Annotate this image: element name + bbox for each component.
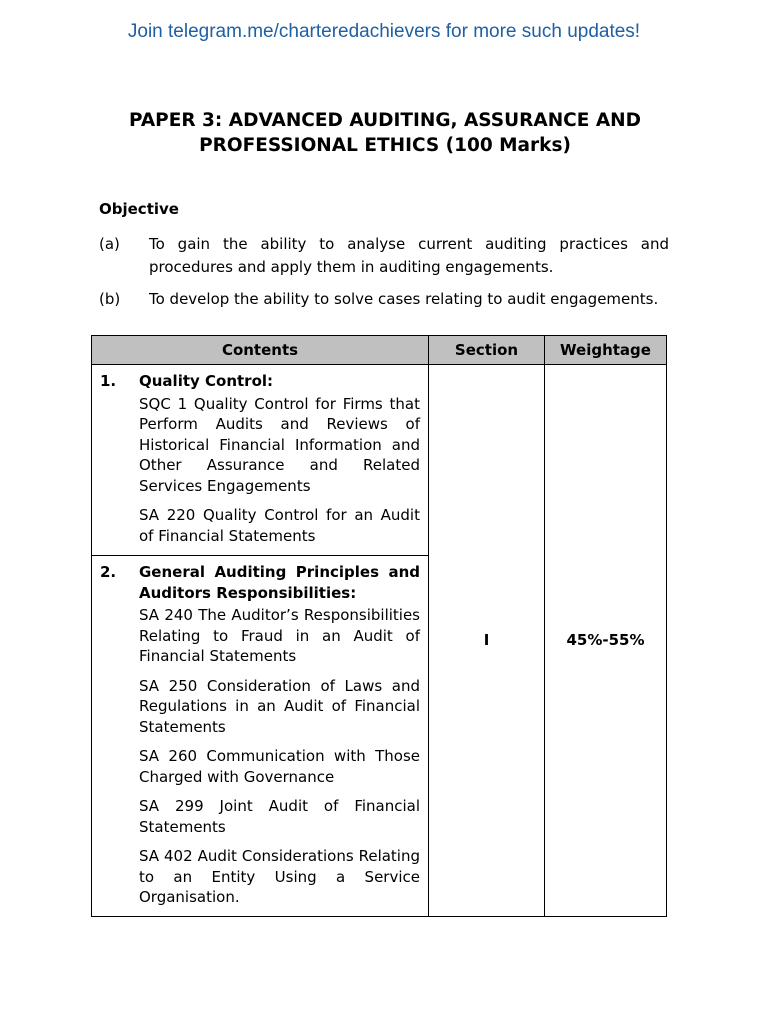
standard-entry: SQC 1 Quality Control for Firms that Perform Audits and Reviews of Historical Financial Information and Other Assurance and Related Services Engagements <box>139 394 420 495</box>
item-heading <box>100 562 420 603</box>
standard-entry: SA 250 Consideration of Laws and Regulations in an Audit of Financial Statements <box>139 676 420 736</box>
table-header-row <box>92 336 667 365</box>
objective-heading: Objective <box>99 200 179 218</box>
item-title: General Auditing Principles and Auditors Responsibilities: <box>139 563 420 602</box>
objective-text: To develop the ability to solve cases relating to audit engagements. <box>149 290 659 308</box>
item-number: 2. <box>100 563 117 581</box>
item-number: 1. <box>100 372 117 390</box>
standard-entry: SA 299 Joint Audit of Financial Statements <box>139 797 420 836</box>
contents-cell <box>92 556 429 917</box>
table-row <box>92 365 667 556</box>
objective-label: (a) <box>99 235 120 253</box>
standard-entry: SA 220 Quality Control for an Audit of Financial Statements <box>139 506 420 545</box>
contents-header: Contents <box>92 336 429 365</box>
title-line-1: PAPER 3: ADVANCED AUDITING, ASSURANCE AND <box>129 110 641 131</box>
weightage-cell: 45%-55% <box>545 365 667 917</box>
section-cell: I <box>429 365 545 917</box>
weightage-header: Weightage <box>545 336 667 365</box>
standard-entry: SA 260 Communication with Those Charged with Governance <box>139 747 420 786</box>
title-line-2: PROFESSIONAL ETHICS (100 Marks) <box>199 135 571 156</box>
standard-entry: SA 240 The Auditor’s Responsibilities Relating to Fraud in an Audit of Financial Statements <box>139 606 420 665</box>
syllabus-table <box>91 335 667 917</box>
objective-label: (b) <box>99 290 121 308</box>
standard-entry: SA 402 Audit Considerations Relating to an Entity Using a Service Organisation. <box>139 847 420 906</box>
objective-text: To gain the ability to analyse current auditing practices and procedures and apply them in auditing engagements. <box>149 235 669 276</box>
item-title: Quality Control: <box>139 372 274 390</box>
telegram-banner: Join telegram.me/charteredachievers for more such updates! <box>127 21 641 42</box>
objective-item-a <box>99 233 669 279</box>
section-header: Section <box>429 336 545 365</box>
item-heading <box>100 371 420 392</box>
contents-cell <box>92 365 429 556</box>
page-title <box>90 108 680 158</box>
objective-item-b <box>99 288 669 311</box>
